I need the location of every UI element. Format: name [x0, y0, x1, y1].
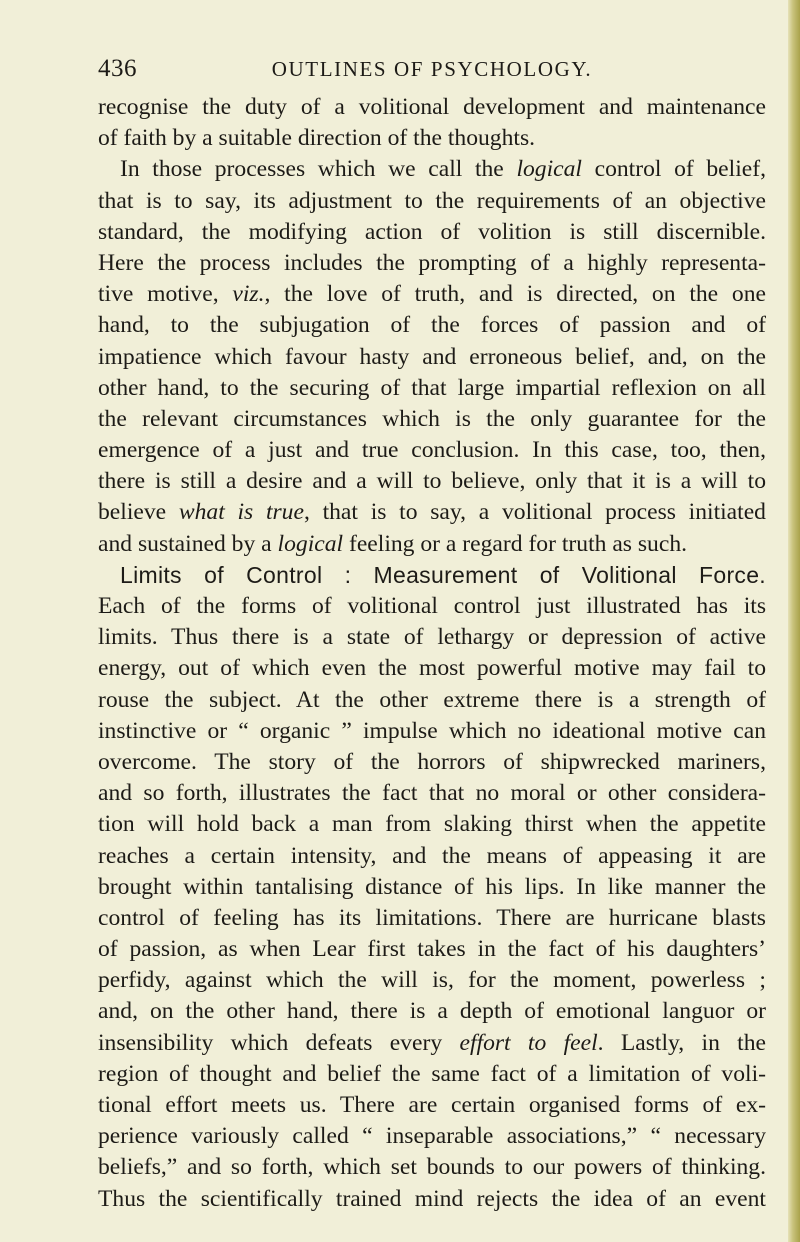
- text-segment: energy, out of which even the most powerful motive may fail to: [98, 655, 766, 682]
- text-line: [98, 965, 766, 996]
- text-segment: impatience which favour hasty and erroneous belief, and, on the: [98, 343, 766, 370]
- text-line: [98, 466, 766, 497]
- text-segment: emergence of a just and true conclusion. In this case, too, then,: [98, 437, 766, 464]
- text-line: [98, 1152, 766, 1183]
- text-line: [98, 622, 766, 653]
- italic-text: what is true: [178, 499, 304, 526]
- text-segment: reaches a certain intensity, and the means of appeasing it are: [98, 842, 766, 869]
- text-line: [98, 778, 766, 809]
- text-segment: region of thought and belief the same fact of a limitation of voli-: [98, 1060, 766, 1087]
- text-segment: recognise the duty of a volitional development and maintenance: [98, 94, 766, 120]
- text-line: [98, 685, 766, 716]
- body-text: [98, 92, 766, 1215]
- text-segment: In those processes which we call the: [120, 156, 517, 183]
- text-segment: , that is to say, a volitional process initiated: [303, 499, 766, 526]
- text-line: [98, 872, 766, 903]
- text-segment: limits. Thus there is a state of lethargy or depression of active: [98, 624, 766, 651]
- text-segment: control of feeling has its limitations. There are hurricane blasts: [98, 904, 766, 931]
- text-segment: beliefs,” and so forth, which set bounds to our powers of thinking.: [98, 1154, 766, 1181]
- text-line: [98, 996, 766, 1027]
- text-line: [98, 591, 766, 622]
- text-segment: tion will hold back a man from slaking thirst when the appetite: [98, 811, 766, 838]
- text-line: [98, 1121, 766, 1152]
- text-segment: perfidy, against which the will is, for the moment, powerless ;: [98, 967, 766, 994]
- text-segment: insensibility which defeats every: [98, 1029, 460, 1056]
- text-segment: tional effort meets us. There are certain organised forms of ex-: [98, 1092, 766, 1118]
- running-head: [98, 50, 766, 88]
- text-line: [98, 435, 766, 466]
- text-segment: believe: [98, 499, 179, 526]
- text-line: [98, 1059, 766, 1090]
- text-segment: of faith by a suitable direction of the thoughts.: [98, 125, 536, 152]
- text-line: [98, 1184, 766, 1215]
- text-line: [98, 1028, 766, 1059]
- text-segment: brought within tantalising distance of his lips. In like manner the: [98, 873, 766, 900]
- text-segment: and sustained by a: [98, 530, 278, 557]
- text-segment: Limits of Control : Measurement of Volitional Force.: [120, 561, 766, 588]
- text-line: [98, 934, 766, 965]
- text-segment: tive motive,: [98, 281, 233, 308]
- text-line: [98, 154, 766, 185]
- text-segment: other hand, to the securing of that large impartial reflexion on all: [98, 374, 766, 401]
- text-line: [98, 342, 766, 373]
- text-segment: that is to say, its adjustment to the requirements of an objective: [98, 187, 766, 214]
- text-segment: instinctive or “ organic ” impulse which no ideational motive can: [98, 717, 766, 744]
- italic-text: effort to feel: [459, 1029, 598, 1056]
- text-line: [98, 1090, 766, 1121]
- book-page: [98, 50, 766, 1215]
- running-title: OUTLINES OF PSYCHOLOGY.: [271, 57, 593, 81]
- text-segment: overcome. The story of the horrors of shipwrecked mariners,: [98, 748, 766, 775]
- text-segment: perience variously called “ inseparable associations,” “ necessary: [98, 1123, 766, 1150]
- text-segment: control of belief,: [581, 156, 766, 183]
- italic-text: logical: [516, 156, 582, 183]
- text-line: [98, 92, 766, 123]
- text-line: [98, 279, 766, 310]
- text-segment: feeling or a regard for truth as such.: [343, 530, 688, 557]
- text-segment: and, on the other hand, there is a depth of emotional languor or: [98, 998, 766, 1025]
- text-line: [98, 653, 766, 684]
- text-segment: there is still a desire and a will to believe, only that it is a will to: [98, 468, 766, 495]
- text-segment: of passion, as when Lear first takes in the fact of his daughters’: [98, 936, 766, 963]
- text-segment: , the love of truth, and is directed, on the one: [264, 281, 766, 308]
- text-line: [98, 747, 766, 778]
- text-line: [98, 404, 766, 435]
- text-segment: and so forth, illustrates the fact that no moral or other considera-: [98, 780, 766, 807]
- italic-text: logical: [277, 530, 344, 557]
- text-segment: Thus the scientifically trained mind rejects the idea of an event: [98, 1185, 766, 1212]
- text-line: [98, 841, 766, 872]
- text-line: [98, 903, 766, 934]
- text-line: [98, 310, 766, 341]
- text-line: [98, 123, 766, 154]
- text-line: [98, 248, 766, 279]
- text-segment: rouse the subject. At the other extreme there is a strength of: [98, 686, 766, 713]
- text-segment: Here the process includes the prompting of a highly representa-: [98, 249, 766, 276]
- text-line: [98, 529, 766, 560]
- text-line: [98, 497, 766, 528]
- page-edge-shading: [788, 0, 800, 1242]
- text-line: [98, 186, 766, 217]
- text-line: [98, 716, 766, 747]
- text-line: [98, 217, 766, 248]
- text-line: [98, 373, 766, 404]
- text-segment: the relevant circumstances which is the only guarantee for the: [98, 405, 766, 432]
- text-segment: hand, to the subjugation of the forces of passion and of: [98, 312, 766, 339]
- text-segment: . Lastly, in the: [597, 1029, 766, 1056]
- page-number: 436: [98, 55, 137, 82]
- text-line: [98, 809, 766, 840]
- section-heading: [98, 560, 766, 591]
- text-segment: Each of the forms of volitional control just illustrated has its: [98, 593, 766, 619]
- italic-text: viz.: [232, 281, 265, 308]
- text-segment: standard, the modifying action of volition is still discernible.: [98, 218, 766, 245]
